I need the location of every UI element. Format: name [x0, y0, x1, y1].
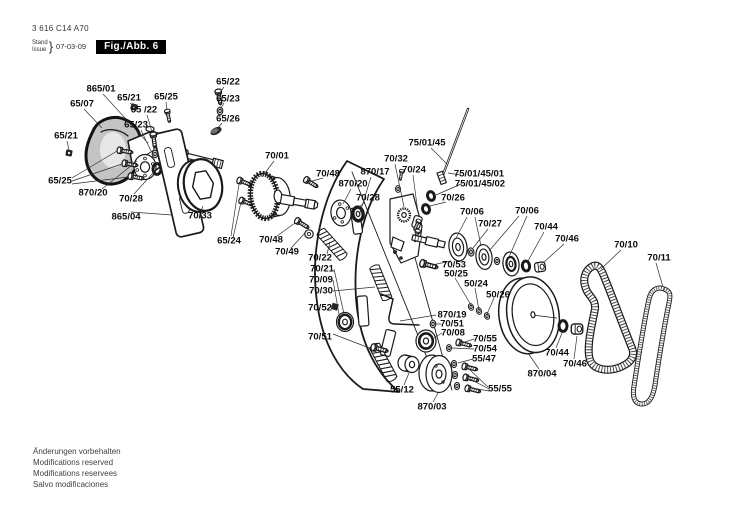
- legal-note-es: Salvo modificaciones: [33, 480, 109, 489]
- washer-50-25: [467, 303, 474, 311]
- part-label-55-55: 55/55: [488, 383, 512, 395]
- flat-pulley-870-04: [493, 273, 564, 357]
- part-label-870-17: 870/17: [360, 166, 390, 178]
- part-label-65-21-a: 65/21: [117, 92, 141, 104]
- part-label-70-11: 70/11: [647, 252, 671, 264]
- legal-notes: [33, 446, 121, 490]
- legal-note-de: Änderungen vorbehalten: [33, 447, 121, 456]
- washer-70-27: [468, 248, 475, 257]
- washer-55-47-3: [454, 382, 459, 389]
- part-label-70-54: 70/54: [473, 343, 497, 355]
- part-label-65-21-b: 65/21: [54, 130, 78, 142]
- part-label-75-01-45-02: 75/01/45/02: [454, 178, 506, 190]
- part-label-70-51-b: 70/51: [440, 318, 464, 330]
- issue-date: 07-03-09: [56, 42, 87, 51]
- part-label-870-20-b: 870/20: [338, 178, 368, 190]
- part-label-70-44-b: 70/44: [545, 347, 569, 359]
- part-label-870-03: 870/03: [417, 401, 447, 413]
- part-label-70-28-a: 70/28: [119, 193, 143, 205]
- nut-70-46-a: [534, 262, 546, 273]
- washer-small: [494, 257, 500, 265]
- part-label-70-26: 70/26: [441, 192, 465, 204]
- legal-note-en: Modifications reserved: [33, 458, 114, 467]
- part-label-70-33: 70/33: [188, 210, 212, 222]
- part-label-70-32: 70/32: [384, 153, 408, 165]
- part-label-65-24: 65/24: [217, 235, 241, 247]
- toothed-belt-70-10: [584, 266, 633, 370]
- legal-note-fr: Modifications reservees: [33, 469, 118, 478]
- tension-wire-870-19: [381, 294, 419, 325]
- part-label-70-55: 70/55: [473, 333, 497, 345]
- part-label-50-26: 50/26: [486, 289, 510, 301]
- nut-70-49: [305, 230, 313, 238]
- screw-65-25-a: [164, 109, 172, 123]
- pulley-870-03: [419, 355, 452, 393]
- cone-pulley-70-06-b: [501, 251, 520, 277]
- title-block: [32, 24, 166, 54]
- latch-mechanism-shape: [390, 169, 423, 263]
- part-label-870-20-a: 870/20: [78, 187, 108, 199]
- part-label-75-01-45-01: 75/01/45/01: [453, 168, 505, 180]
- part-label-70-06-a: 70/06: [460, 206, 484, 218]
- nut-70-46-b: [571, 324, 583, 334]
- part-label-70-51-a: 70/51: [308, 331, 332, 343]
- part-label-70-21: 70/21: [310, 263, 334, 275]
- part-label-70-30: 70/30: [309, 285, 333, 297]
- part-label-70-22: 70/22: [308, 252, 332, 264]
- spring-70-30: [369, 264, 392, 302]
- part-label-50-25: 50/25: [444, 268, 468, 280]
- square-nut-65-21-b: [65, 149, 72, 156]
- part-label-55-47: 55/47: [472, 353, 496, 365]
- washer-70-54: [447, 345, 452, 352]
- wedge-65-26: [209, 125, 223, 137]
- part-label-55-12: 55/12: [390, 384, 414, 396]
- part-label-865-01: 865/01: [86, 83, 116, 95]
- part-label-65-25-b: 65/25: [48, 175, 72, 187]
- part-label-75-01-45: 75/01/45: [408, 137, 446, 149]
- washer-70-44-a: [522, 261, 531, 272]
- part-label-65-22-b: 65 /22: [130, 104, 158, 116]
- issue-label: Issue: [32, 46, 47, 53]
- part-label-70-08: 70/08: [441, 327, 465, 339]
- drum-55-12: [398, 355, 419, 373]
- part-label-70-52: 70/52: [308, 302, 332, 314]
- v-belt-70-11: [633, 288, 670, 404]
- part-label-870-19: 870/19: [437, 309, 467, 321]
- screw-70-48-b: [293, 217, 310, 231]
- figure-badge: Fig./Abb. 6: [96, 40, 166, 54]
- bolt-70-53: [419, 259, 439, 271]
- part-label-70-48-b: 70/48: [259, 234, 283, 246]
- part-label-70-06-b: 70/06: [515, 205, 539, 217]
- part-label-70-44-a: 70/44: [534, 221, 558, 233]
- part-label-70-28-b: 70/28: [356, 192, 380, 204]
- washer-70-51-b: [430, 320, 436, 328]
- brace-glyph: }: [48, 39, 54, 54]
- part-label-70-27: 70/27: [478, 218, 502, 230]
- part-label-70-49: 70/49: [275, 246, 299, 258]
- part-label-70-01: 70/01: [265, 150, 289, 162]
- part-label-50-24: 50/24: [464, 278, 488, 290]
- document-part-number: 3 616 C14 A70: [32, 24, 89, 33]
- part-label-65-26: 65/26: [216, 113, 240, 125]
- part-label-70-10: 70/10: [614, 239, 638, 251]
- part-label-865-04: 865/04: [111, 211, 141, 223]
- part-label-870-04: 870/04: [527, 368, 557, 380]
- cone-pulley-70-06-a: [447, 232, 469, 262]
- part-label-70-48-a: 70/48: [316, 168, 340, 180]
- idler-pulley-70-08: [416, 330, 436, 352]
- washer-55-47-2: [452, 371, 457, 378]
- part-label-70-46-b: 70/46: [563, 358, 587, 370]
- stand-label: Stand: [32, 40, 48, 46]
- washer-70-44-b: [559, 321, 567, 332]
- part-label-65-07: 65/07: [70, 98, 94, 110]
- part-label-70-09: 70/09: [309, 274, 333, 286]
- part-label-65-23-a: 65/23: [216, 93, 240, 105]
- part-label-65-23-b: 65/23: [124, 119, 148, 131]
- part-label-70-24: 70/24: [402, 164, 426, 176]
- part-label-65-25-a: 65/25: [154, 91, 178, 103]
- washer-55-47-1: [451, 360, 456, 367]
- cone-pulley-mid: [474, 244, 493, 271]
- part-label-70-53: 70/53: [442, 259, 466, 271]
- bolt-55-55-3: [464, 385, 481, 395]
- part-label-65-22-a: 65/22: [216, 76, 240, 88]
- part-label-70-46-a: 70/46: [555, 233, 579, 245]
- washer-65-23-b: [152, 150, 158, 158]
